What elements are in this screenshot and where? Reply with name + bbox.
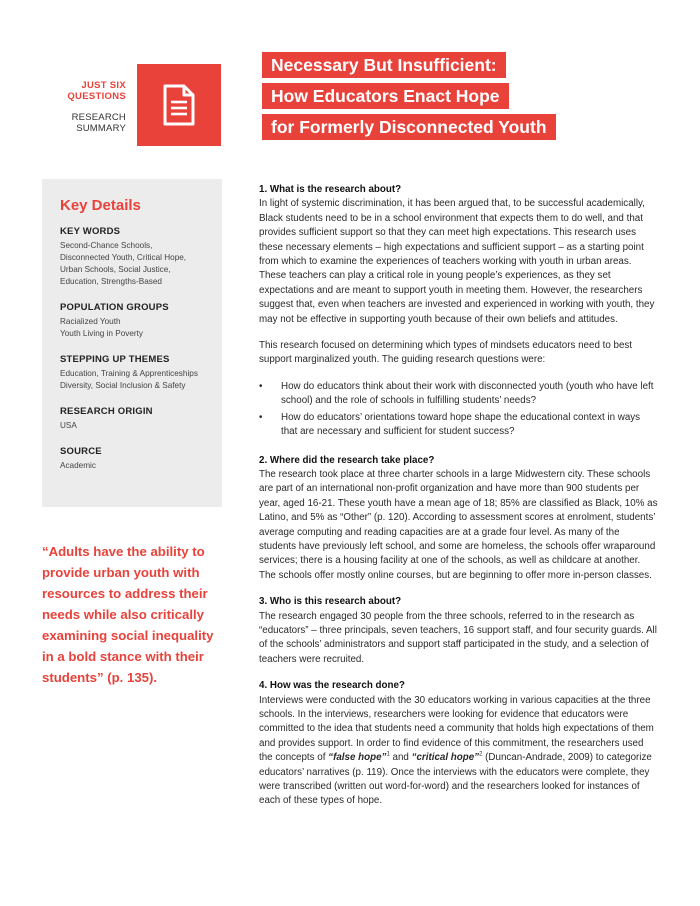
pull-quote: “Adults have the ability to provide urban youth with resources to address their needs while also critically examining social inequality in a bold stance with their students” (p. 135).	[42, 544, 214, 685]
title-line-1: Necessary But Insufficient:	[262, 52, 506, 78]
q1-heading: 1. What is the research about?	[259, 184, 402, 195]
stepping-up-themes-body: Education, Training & Apprenticeships Diversity, Social Inclusion & Safety	[60, 369, 198, 390]
stepping-up-themes-heading: STEPPING UP THEMES	[60, 354, 170, 365]
brand-sub-line1: RESEARCH	[71, 112, 126, 123]
key-words-heading: KEY WORDS	[60, 226, 121, 237]
q4-text-c: (Duncan-Andrade, 2009) to categorize educators’ narratives (p. 119). Once the interviews with the educators were complete, they were transcribed (written out word-for-word) and the researchers looked for instances of each of these types of hope.	[259, 752, 652, 807]
brand-tag-line2: QUESTIONS	[67, 91, 126, 102]
list-item: • How do educators’ orientations toward hope shape the educational context in ways that are necessary and sufficient for student success?	[259, 411, 659, 440]
footnote-ref-1: 1	[386, 751, 390, 758]
q2-heading: 2. Where did the research take place?	[259, 454, 435, 466]
q4-text-b: and	[389, 752, 412, 764]
main-content	[259, 183, 659, 821]
q1-paragraph-1: In light of systemic discrimination, it has been argued that, to be successful academically, Black students need to be in a school environment that expects them to do well, and that provides sufficient support so that they can meet high expectations. This research uses these necessary elements – high expectations and sufficient support – as a starting point from which to examine the experiences of teachers working with youth in urban areas. These teachers can play a critical role in young people’s experiences, as they set expectations and are meant to support youth in meeting them. However, the researchers suggest that, even when teachers are invested and experienced in working with youth, they may not be effective in supporting youth because of their own beliefs and attitudes.	[259, 198, 655, 325]
key-details-panel	[42, 179, 222, 507]
research-origin-body: USA	[60, 421, 77, 430]
q4-heading: 4. How was the research done?	[259, 680, 405, 692]
critical-hope-term: “critical hope”	[411, 752, 480, 764]
brand-block	[48, 80, 126, 134]
research-origin-heading: RESEARCH ORIGIN	[60, 406, 153, 417]
source-section	[60, 446, 204, 472]
q1-paragraph-2: This research focused on determining which types of mindsets educators need to best support marginalized youth. The guiding research questions were:	[259, 340, 633, 366]
population-groups-heading: POPULATION GROUPS	[60, 302, 169, 313]
key-words-section	[60, 226, 204, 288]
brand-sub-line2: SUMMARY	[76, 123, 126, 134]
q2-paragraph-1: The research took place at three charter schools in a large Midwestern city. These schools are part of an international non-profit organization and have more than 900 students per year, aged 16-21. These youth have a mean age of 18; 85% are classified as Black, 10% as Latino, and 5% as “Other” (p. 120). According to assessment scores at enrolment, students’ average computing and reading capacities are at a grade four level. As many of the students have previously left school, and some are homeless, the schools offer wraparound services; there is a housing facility at one of the schools, as well as childcare at another. The schools offer mostly online courses, but are beginning to offer more in-person classes.	[259, 468, 658, 581]
document-title	[262, 52, 556, 145]
research-questions-list	[259, 380, 659, 440]
q3-heading: 3. Who is this research about?	[259, 596, 402, 608]
title-line-3: for Formerly Disconnected Youth	[262, 114, 556, 140]
stepping-up-themes-section	[60, 354, 204, 392]
q4-text-a: Interviews were conducted with the 30 educators working in various capacities at the three schools. In the interviews, researchers were looking for evidence that educators were committed to the idea that students need a community that holds high expectations of them and provides support. In order to find evidence of this commitment, the researchers used the concepts of	[259, 694, 654, 764]
source-heading: SOURCE	[60, 446, 102, 457]
source-body: Academic	[60, 461, 96, 470]
document-icon-tile	[137, 64, 221, 146]
population-groups-section	[60, 302, 204, 340]
footnote-ref-2: 2	[479, 751, 483, 758]
list-item: • How do educators think about their work with disconnected youth (youth who have left school) and the role of schools in fulfilling students’ needs?	[259, 380, 659, 409]
document-icon	[162, 83, 196, 127]
population-groups-body: Racialized Youth Youth Living in Poverty	[60, 317, 143, 338]
research-origin-section	[60, 406, 204, 432]
brand-tag-line1: JUST SIX	[81, 80, 126, 91]
false-hope-term: “false hope”	[328, 752, 387, 764]
title-line-2: How Educators Enact Hope	[262, 83, 509, 109]
q3-paragraph-1: The research engaged 30 people from the three schools, referred to in the research as “educators” – three principals, seven teachers, 16 support staff, and four security guards. All of the schools’ administrators and support staff participated in the study, and a selection of teachers were recruited.	[259, 610, 657, 665]
key-words-body: Second-Chance Schools, Disconnected Youth, Critical Hope, Urban Schools, Social Justice, Education, Strengths-Based	[60, 241, 187, 286]
key-details-heading: Key Details	[60, 197, 141, 214]
q4-paragraph-1	[259, 694, 659, 809]
